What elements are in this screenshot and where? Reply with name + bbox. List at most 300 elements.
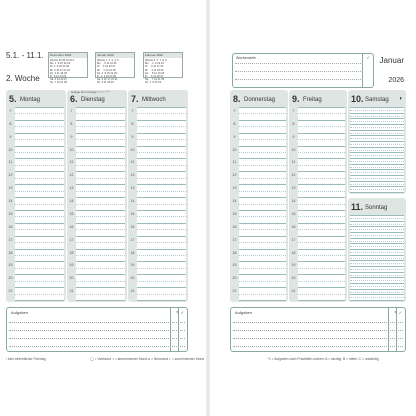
hour-label: 15 <box>69 211 74 216</box>
mini-calendar-title: Februar 2026 <box>144 53 182 58</box>
hour-label: 14 <box>291 199 296 204</box>
half-hour-line <box>76 281 125 282</box>
half-hour-line <box>76 294 125 295</box>
hour-line <box>76 249 125 250</box>
hour-label: 7 <box>292 109 295 113</box>
hour-labels <box>6 107 15 300</box>
mini-calendar-prev <box>48 52 88 85</box>
hour-label: 11 <box>69 160 74 165</box>
hour-line <box>350 221 404 222</box>
hour-line <box>350 226 404 227</box>
hour-line <box>239 184 286 185</box>
holiday-note: Heilige Drei Könige ¹⁾ ²⁾ ³⁾ ⁴⁾ ⁵⁾ <box>71 90 111 94</box>
day-header <box>289 90 347 107</box>
hour-line <box>350 118 404 119</box>
half-hour-line <box>76 216 125 217</box>
day-number: 11. <box>351 202 364 212</box>
hour-line <box>298 300 345 301</box>
hour-label: 11 <box>232 160 237 165</box>
half-hour-line <box>350 133 404 134</box>
hour-line <box>15 287 64 288</box>
half-hour-line <box>239 204 286 205</box>
half-hour-line <box>137 255 186 256</box>
half-hour-line <box>350 275 404 276</box>
day-grid[interactable] <box>76 107 125 300</box>
hour-line <box>350 272 404 273</box>
half-hour-line <box>239 191 286 192</box>
hour-line <box>298 274 345 275</box>
half-hour-line <box>137 178 186 179</box>
hour-line <box>15 249 64 250</box>
moon-phase-icon: ◐ <box>399 96 403 102</box>
hour-line <box>239 120 286 121</box>
hour-line <box>137 133 186 134</box>
priority-check-icon: ✎ ✓ <box>394 310 402 315</box>
hour-line <box>350 152 404 153</box>
half-hour-line <box>239 178 286 179</box>
half-hour-line <box>76 242 125 243</box>
hour-line <box>137 223 186 224</box>
hour-line <box>137 120 186 121</box>
hour-line <box>239 210 286 211</box>
hour-line <box>298 107 345 108</box>
half-hour-line <box>76 126 125 127</box>
hour-line <box>298 120 345 121</box>
hour-line <box>137 184 186 185</box>
half-hour-line <box>76 255 125 256</box>
hour-line <box>298 158 345 159</box>
hour-line <box>350 164 404 165</box>
half-hour-line <box>350 155 404 156</box>
half-hour-line <box>137 281 186 282</box>
goal-line[interactable] <box>235 79 361 80</box>
hour-label: 14 <box>69 199 74 204</box>
half-hour-line <box>298 204 345 205</box>
day-header <box>128 90 188 107</box>
half-hour-line <box>76 229 125 230</box>
day-number: 6. <box>70 94 78 104</box>
task-line[interactable] <box>233 338 403 339</box>
hour-label: 12 <box>291 173 296 178</box>
day-grid[interactable] <box>15 107 64 300</box>
half-hour-line <box>298 268 345 269</box>
hour-line <box>350 249 404 250</box>
hour-label: 13 <box>232 186 237 191</box>
task-line[interactable] <box>9 346 185 347</box>
hour-label: 21 <box>8 289 13 294</box>
task-line[interactable] <box>233 330 403 331</box>
half-hour-line <box>350 150 404 151</box>
half-hour-line <box>15 191 64 192</box>
hour-label: 12 <box>69 173 74 178</box>
hour-line <box>137 107 186 108</box>
hour-line <box>15 133 64 134</box>
hour-line <box>350 243 404 244</box>
hour-label: 10 <box>8 147 13 152</box>
half-hour-line <box>76 113 125 114</box>
hour-labels <box>67 107 76 300</box>
hour-label: 12 <box>8 173 13 178</box>
hour-line <box>15 223 64 224</box>
half-hour-line <box>350 138 404 139</box>
hour-label: 19 <box>8 263 13 268</box>
hour-line <box>137 261 186 262</box>
hour-line <box>15 300 64 301</box>
hour-line <box>239 133 286 134</box>
half-hour-line <box>298 139 345 140</box>
goal-line[interactable] <box>235 71 361 72</box>
half-hour-line <box>350 286 404 287</box>
half-hour-line <box>298 216 345 217</box>
half-hour-line <box>350 229 404 230</box>
hour-label: 9 <box>292 134 295 139</box>
mini-calendar-body: Woche 49 50 51 52 1 Mo 1 8 15 22 29 Di 2 9 16 23 30 Mi 3 10 17 24 31 Do 4 11 18 25 Fr 5 12 19 26 Sa 6 13 20 27 So 7 14 21 28 <box>50 59 75 85</box>
day-number: 8. <box>233 94 241 104</box>
hour-label: 11 <box>8 160 13 165</box>
hour-label: 19 <box>130 263 135 268</box>
day-number: 5. <box>9 94 17 104</box>
hour-line <box>298 184 345 185</box>
hour-line <box>239 197 286 198</box>
task-line[interactable] <box>9 338 185 339</box>
hour-line <box>76 133 125 134</box>
hour-line <box>350 124 404 125</box>
hour-line <box>76 274 125 275</box>
task-line[interactable] <box>9 330 185 331</box>
half-hour-line <box>76 165 125 166</box>
hour-line <box>15 210 64 211</box>
mini-calendar-current <box>95 52 135 85</box>
hour-label: 10 <box>130 147 135 152</box>
half-hour-line <box>298 113 345 114</box>
tasks-title: Aufgaben <box>11 310 29 315</box>
hour-labels <box>128 107 137 300</box>
hour-label: 15 <box>232 211 237 216</box>
day-number: 10. <box>351 94 364 104</box>
hour-line <box>350 255 404 256</box>
hour-line <box>350 130 404 131</box>
half-hour-line <box>350 167 404 168</box>
hour-line <box>298 197 345 198</box>
day-name: Sonntag <box>365 205 388 211</box>
hour-line <box>76 158 125 159</box>
hour-line <box>137 210 186 211</box>
hour-label: 13 <box>291 186 296 191</box>
hour-line <box>350 147 404 148</box>
half-hour-line <box>15 281 64 282</box>
hour-label: 9 <box>131 134 134 139</box>
half-hour-line <box>298 178 345 179</box>
hour-label: 20 <box>232 276 237 281</box>
hour-label: 15 <box>291 211 296 216</box>
half-hour-line <box>350 144 404 145</box>
weekly-goals-box[interactable] <box>232 53 374 88</box>
goal-line[interactable] <box>235 63 361 64</box>
half-hour-line <box>298 152 345 153</box>
hour-label: 11 <box>130 160 135 165</box>
day-column-monday[interactable] <box>6 90 66 302</box>
hour-line <box>239 107 286 108</box>
priority-check-icon: ✎ ✓ <box>176 310 184 315</box>
hour-line <box>239 261 286 262</box>
half-hour-line <box>239 294 286 295</box>
day-column-wednesday[interactable] <box>128 90 188 302</box>
hour-label: 17 <box>130 237 135 242</box>
day-column-tuesday[interactable] <box>67 90 127 302</box>
hour-label: 20 <box>8 276 13 281</box>
hour-label: 17 <box>291 237 296 242</box>
hour-label: 14 <box>8 199 13 204</box>
hour-line <box>15 146 64 147</box>
half-hour-line <box>15 255 64 256</box>
hour-line <box>76 261 125 262</box>
half-hour-line <box>298 191 345 192</box>
half-hour-line <box>350 246 404 247</box>
hour-line <box>298 287 345 288</box>
half-hour-line <box>298 229 345 230</box>
half-hour-line <box>239 281 286 282</box>
hour-label: 10 <box>69 147 74 152</box>
hour-line <box>239 300 286 301</box>
half-hour-line <box>350 269 404 270</box>
day-header <box>348 198 406 215</box>
divider <box>362 54 363 87</box>
hour-line <box>350 141 404 142</box>
hour-line <box>76 184 125 185</box>
day-grid[interactable] <box>350 107 404 192</box>
hour-label: 19 <box>291 263 296 268</box>
day-column-thursday[interactable] <box>230 90 288 302</box>
half-hour-line <box>239 268 286 269</box>
hour-label: 13 <box>130 186 135 191</box>
hour-line <box>15 171 64 172</box>
half-hour-line <box>76 191 125 192</box>
day-column-friday[interactable] <box>289 90 347 302</box>
hour-line <box>298 261 345 262</box>
hour-labels <box>289 107 298 300</box>
hour-label: 9 <box>233 134 236 139</box>
half-hour-line <box>239 139 286 140</box>
task-line[interactable] <box>233 346 403 347</box>
hour-label: 20 <box>291 276 296 281</box>
task-line[interactable] <box>9 322 185 323</box>
day-grid[interactable] <box>137 107 186 300</box>
footnote: ¹ kein einheitlicher Feiertag <box>6 357 46 361</box>
half-hour-line <box>350 184 404 185</box>
half-hour-line <box>15 126 64 127</box>
day-header <box>6 90 66 107</box>
hour-line <box>15 236 64 237</box>
hour-label: 18 <box>232 250 237 255</box>
hour-line <box>137 171 186 172</box>
hour-label: 8 <box>292 121 295 126</box>
half-hour-line <box>15 268 64 269</box>
hour-line <box>76 171 125 172</box>
half-hour-line <box>15 165 64 166</box>
hour-line <box>239 146 286 147</box>
day-column-sunday[interactable] <box>348 198 406 302</box>
half-hour-line <box>76 178 125 179</box>
hour-line <box>350 238 404 239</box>
half-hour-line <box>137 126 186 127</box>
day-name: Dienstag <box>81 97 105 103</box>
half-hour-line <box>350 235 404 236</box>
half-hour-line <box>76 268 125 269</box>
half-hour-line <box>239 255 286 256</box>
hour-line <box>350 175 404 176</box>
year-label: 2026 <box>388 77 404 84</box>
hour-line <box>76 107 125 108</box>
day-grid[interactable] <box>239 107 286 300</box>
hour-line <box>239 158 286 159</box>
half-hour-line <box>137 152 186 153</box>
day-name: Montag <box>20 97 41 103</box>
hour-label: 7 <box>131 109 134 113</box>
day-header <box>230 90 288 107</box>
half-hour-line <box>15 229 64 230</box>
hour-label: 16 <box>130 224 135 229</box>
day-header <box>67 90 127 107</box>
hour-line <box>137 197 186 198</box>
half-hour-line <box>298 294 345 295</box>
hour-line <box>137 287 186 288</box>
hour-line <box>298 210 345 211</box>
day-header <box>348 90 406 107</box>
mini-calendar-title: Dezember 2025 <box>49 53 87 58</box>
hour-line <box>298 133 345 134</box>
hour-label: 21 <box>232 289 237 294</box>
hour-line <box>15 107 64 108</box>
hour-label: 16 <box>69 224 74 229</box>
hour-label: 13 <box>8 186 13 191</box>
hour-line <box>76 287 125 288</box>
half-hour-line <box>350 172 404 173</box>
mini-calendar-next <box>143 52 183 85</box>
mini-calendar-title: Januar 2026 <box>96 53 134 58</box>
hour-line <box>350 107 404 108</box>
hour-label: 21 <box>69 289 74 294</box>
tasks-box-right[interactable] <box>230 307 406 352</box>
hour-label: 19 <box>232 263 237 268</box>
hour-line <box>137 249 186 250</box>
half-hour-line <box>350 178 404 179</box>
hour-line <box>350 289 404 290</box>
half-hour-line <box>350 121 404 122</box>
hour-line <box>350 283 404 284</box>
half-hour-line <box>350 224 404 225</box>
half-hour-line <box>350 110 404 111</box>
half-hour-line <box>76 204 125 205</box>
hour-line <box>137 274 186 275</box>
hour-label: 21 <box>291 289 296 294</box>
hour-label: 18 <box>291 250 296 255</box>
hour-line <box>239 287 286 288</box>
hour-line <box>350 192 404 193</box>
hour-line <box>15 120 64 121</box>
hour-line <box>350 158 404 159</box>
half-hour-line <box>350 241 404 242</box>
half-hour-line <box>137 204 186 205</box>
day-grid[interactable] <box>298 107 345 300</box>
hour-line <box>350 215 404 216</box>
day-grid[interactable] <box>350 215 404 300</box>
hour-label: 19 <box>69 263 74 268</box>
mini-calendar-body: Woche 1 2 3 4 5 Mo 5 12 19 26 Di 6 13 20 27 Mi 7 14 21 28 Do 1 8 15 22 29 Fr 2 9 16 23 30 Sa 3 10 17 24 31 So 4 11 18 25 <box>97 59 119 85</box>
half-hour-line <box>350 280 404 281</box>
half-hour-line <box>137 229 186 230</box>
mini-calendar-body: Woche 5 6 7 8 9 Mo 2 9 16 23 Di 3 10 17 24 Mi 4 11 18 25 Do 5 12 19 26 Fr 6 13 20 27 Sa 7 14 21 28 So 1 8 15 22 <box>145 59 167 85</box>
hour-line <box>298 249 345 250</box>
half-hour-line <box>350 263 404 264</box>
half-hour-line <box>15 178 64 179</box>
hour-line <box>239 236 286 237</box>
hour-label: 9 <box>70 134 73 139</box>
half-hour-line <box>350 189 404 190</box>
hour-line <box>239 249 286 250</box>
half-hour-line <box>239 242 286 243</box>
hour-line <box>15 274 64 275</box>
day-column-saturday[interactable] <box>348 90 406 194</box>
hour-label: 13 <box>69 186 74 191</box>
half-hour-line <box>15 216 64 217</box>
half-hour-line <box>239 216 286 217</box>
half-hour-line <box>137 165 186 166</box>
hour-line <box>137 158 186 159</box>
half-hour-line <box>350 116 404 117</box>
half-hour-line <box>298 281 345 282</box>
half-hour-line <box>76 139 125 140</box>
hour-line <box>76 300 125 301</box>
half-hour-line <box>350 297 404 298</box>
hour-line <box>350 113 404 114</box>
hour-label: 8 <box>70 121 73 126</box>
hour-label: 7 <box>70 109 73 113</box>
half-hour-line <box>350 252 404 253</box>
hour-label: 10 <box>291 147 296 152</box>
day-number: 7. <box>131 94 139 104</box>
priority-legend: ✎ = Aufgaben nach Prioritäten ordnen: A = wichtig, B = mittel, C = unwichtig <box>268 357 379 361</box>
hour-line <box>239 223 286 224</box>
hour-label: 18 <box>130 250 135 255</box>
hour-label: 15 <box>130 211 135 216</box>
half-hour-line <box>137 113 186 114</box>
hour-line <box>137 146 186 147</box>
hour-line <box>298 146 345 147</box>
hour-label: 14 <box>130 199 135 204</box>
hour-line <box>15 261 64 262</box>
half-hour-line <box>15 113 64 114</box>
half-hour-line <box>350 292 404 293</box>
half-hour-line <box>298 242 345 243</box>
tasks-box-left[interactable] <box>6 307 188 352</box>
half-hour-line <box>137 242 186 243</box>
hour-line <box>239 171 286 172</box>
hour-line <box>350 300 404 301</box>
hour-label: 16 <box>8 224 13 229</box>
hour-label: 11 <box>291 160 296 165</box>
date-range: 5.1. - 11.1. <box>6 51 44 60</box>
day-name: Freitag <box>303 97 322 103</box>
half-hour-line <box>137 191 186 192</box>
half-hour-line <box>15 152 64 153</box>
half-hour-line <box>239 113 286 114</box>
hour-line <box>350 135 404 136</box>
day-name: Mittwoch <box>142 97 166 103</box>
hour-label: 18 <box>8 250 13 255</box>
task-line[interactable] <box>233 322 403 323</box>
hour-line <box>350 169 404 170</box>
hour-line <box>350 232 404 233</box>
